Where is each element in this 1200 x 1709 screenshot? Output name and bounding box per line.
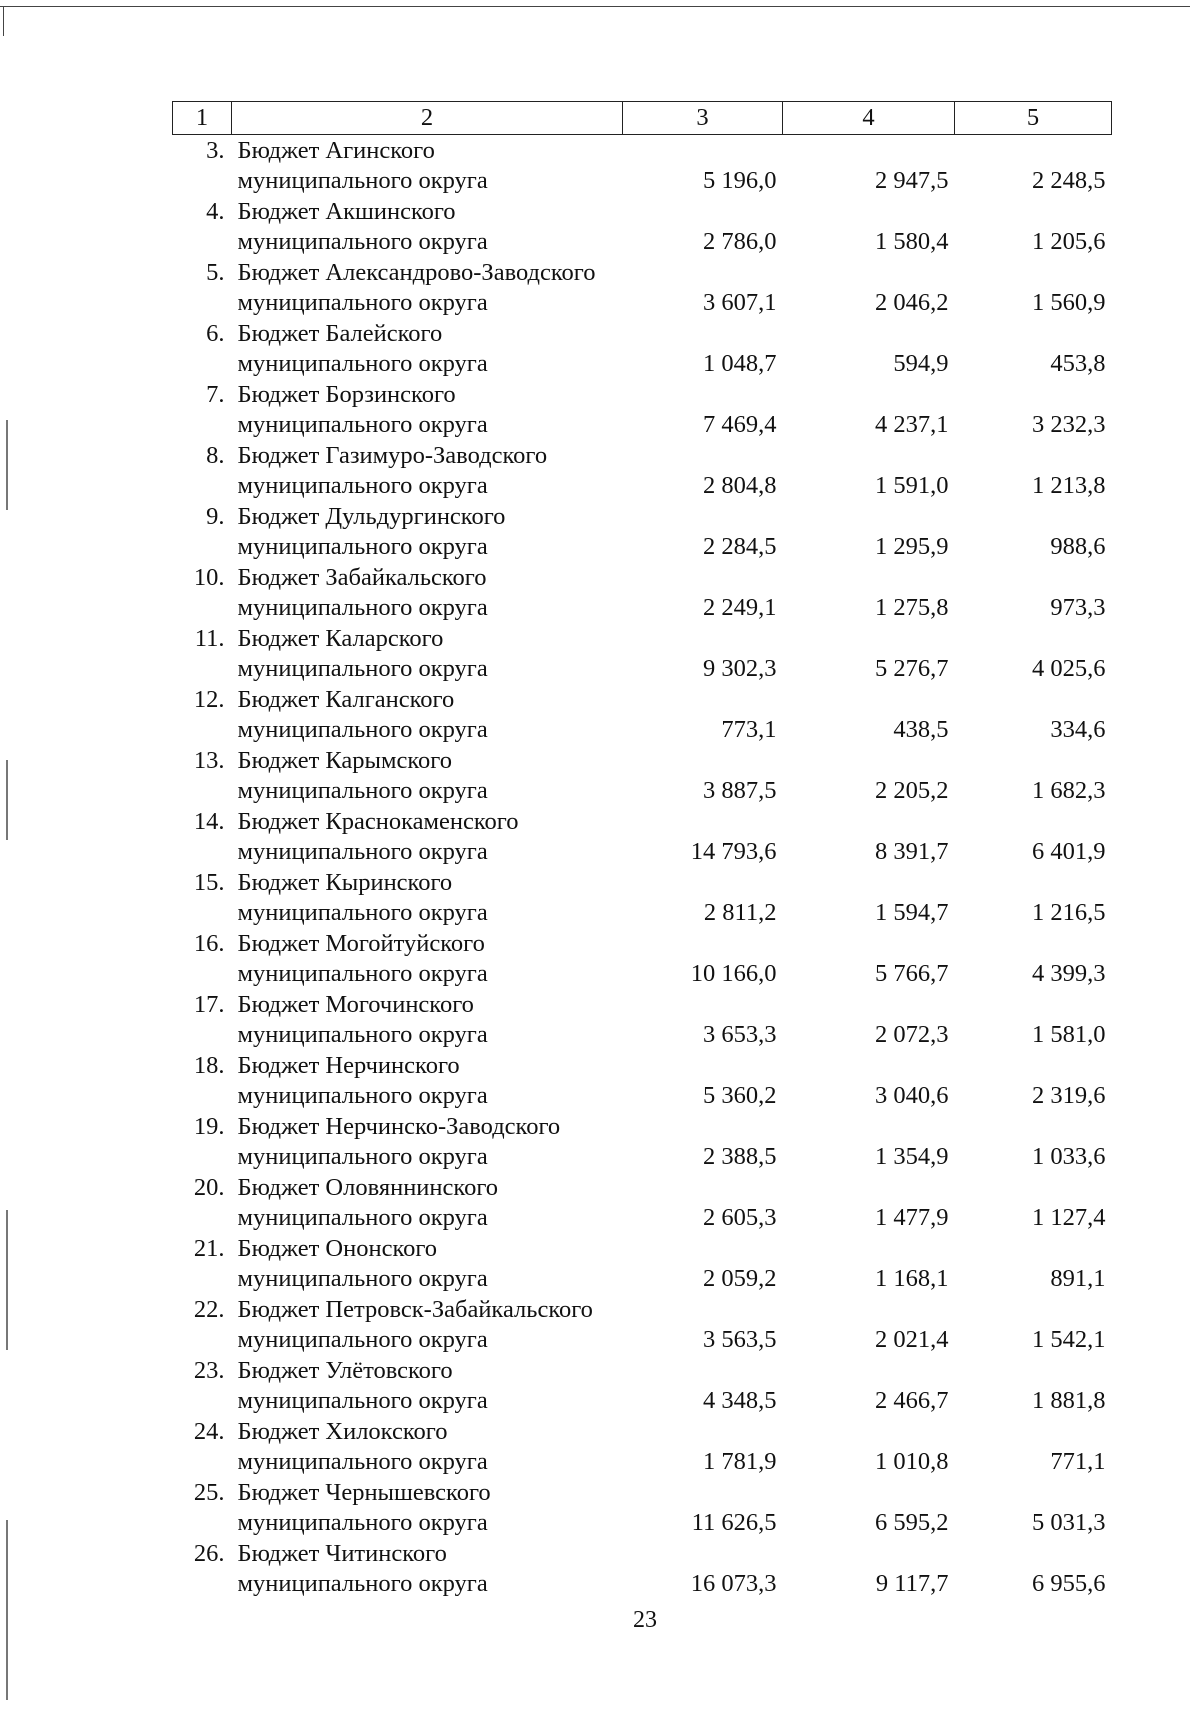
- budget-name-cont: муниципального округа: [237, 533, 488, 560]
- table-row: [173, 1050, 1112, 1081]
- value-col-3: 2 804,8: [703, 472, 777, 499]
- table-row-values: [173, 288, 1112, 319]
- budget-name: Бюджет Нерчинско-Заводского: [237, 1112, 561, 1140]
- row-number: 23.: [193, 1356, 225, 1384]
- value-col-5: 973,3: [1050, 594, 1106, 621]
- budget-name: Бюджет Калганского: [237, 685, 455, 713]
- value-col-4: 1 168,1: [875, 1265, 949, 1292]
- table-header: [173, 102, 1112, 135]
- budget-name: Бюджет Балейского: [237, 319, 443, 347]
- value-col-4: 2 072,3: [875, 1021, 949, 1048]
- row-number: 20.: [193, 1173, 225, 1201]
- value-col-4: 9 117,7: [875, 1570, 949, 1597]
- value-col-4: 1 594,7: [875, 899, 949, 926]
- table-row: [173, 1355, 1112, 1386]
- value-col-4: 1 295,9: [875, 533, 949, 560]
- budget-name-cont: муниципального округа: [237, 1204, 488, 1231]
- value-col-4: 2 046,2: [875, 289, 949, 316]
- row-number: 19.: [193, 1112, 225, 1140]
- value-col-3: 2 388,5: [703, 1143, 777, 1170]
- value-col-3: 4 348,5: [703, 1387, 777, 1414]
- budget-name: Бюджет Нерчинского: [237, 1051, 460, 1079]
- value-col-3: 1 048,7: [703, 350, 777, 377]
- value-col-5: 1 213,8: [1032, 472, 1106, 499]
- scan-border-top: [0, 6, 1190, 7]
- value-col-4: 1 580,4: [875, 228, 949, 255]
- scan-mark: [6, 420, 8, 510]
- table-row: [173, 501, 1112, 532]
- value-col-3: 7 469,4: [703, 411, 777, 438]
- row-number: 16.: [193, 929, 225, 957]
- row-number: 21.: [193, 1234, 225, 1262]
- value-col-4: 2 021,4: [875, 1326, 949, 1353]
- table-row-values: [173, 1447, 1112, 1478]
- table-row-values: [173, 1386, 1112, 1417]
- page-number: 23: [633, 1607, 657, 1633]
- table-row-values: [173, 837, 1112, 868]
- budget-name-cont: муниципального округа: [237, 1509, 488, 1536]
- row-number: 26.: [193, 1539, 225, 1567]
- budget-name: Бюджет Борзинского: [237, 380, 456, 408]
- value-col-3: 2 249,1: [703, 594, 777, 621]
- value-col-5: 453,8: [1050, 350, 1106, 377]
- value-col-4: 6 595,2: [875, 1509, 949, 1536]
- row-number: 12.: [193, 685, 225, 713]
- row-number: 22.: [193, 1295, 225, 1323]
- budget-name: Бюджет Могойтуйского: [237, 929, 485, 957]
- value-col-4: 1 354,9: [875, 1143, 949, 1170]
- value-col-3: 5 196,0: [703, 167, 777, 194]
- row-number: 24.: [193, 1417, 225, 1445]
- budget-name-cont: муниципального округа: [237, 228, 488, 255]
- table-row: [173, 562, 1112, 593]
- document-page: [172, 101, 1111, 1599]
- value-col-4: 1 591,0: [875, 472, 949, 499]
- value-col-5: 334,6: [1050, 716, 1106, 743]
- row-number: 7.: [206, 380, 225, 408]
- value-col-4: 5 766,7: [875, 960, 949, 987]
- value-col-3: 1 781,9: [703, 1448, 777, 1475]
- table-row: [173, 1538, 1112, 1569]
- budget-name-cont: муниципального округа: [237, 1021, 488, 1048]
- budget-name-cont: муниципального округа: [237, 472, 488, 499]
- value-col-3: 16 073,3: [690, 1570, 777, 1597]
- budget-name-cont: муниципального округа: [237, 655, 488, 682]
- table-row-values: [173, 1569, 1112, 1600]
- budget-name: Бюджет Забайкальского: [237, 563, 487, 591]
- value-col-3: 2 059,2: [703, 1265, 777, 1292]
- value-col-3: 9 302,3: [703, 655, 777, 682]
- budget-name: Бюджет Александрово-Заводского: [237, 258, 596, 286]
- value-col-4: 438,5: [893, 716, 949, 743]
- value-col-5: 6 955,6: [1032, 1570, 1106, 1597]
- table-row: [173, 989, 1112, 1020]
- table-row-values: [173, 166, 1112, 197]
- budget-name-cont: муниципального округа: [237, 960, 488, 987]
- header-cell-1: 1: [173, 102, 232, 135]
- row-number: 3.: [206, 136, 225, 164]
- table-row: [173, 1477, 1112, 1508]
- value-col-5: 6 401,9: [1032, 838, 1106, 865]
- budget-name: Бюджет Каларского: [237, 624, 444, 652]
- scan-mark: [6, 1210, 8, 1350]
- value-col-4: 3 040,6: [875, 1082, 949, 1109]
- budget-name: Бюджет Карымского: [237, 746, 452, 774]
- value-col-3: 2 605,3: [703, 1204, 777, 1231]
- table-row-values: [173, 1508, 1112, 1539]
- value-col-4: 5 276,7: [875, 655, 949, 682]
- budget-name-cont: муниципального округа: [237, 899, 488, 926]
- table-row-values: [173, 776, 1112, 807]
- row-number: 18.: [193, 1051, 225, 1079]
- value-col-3: 773,1: [721, 716, 777, 743]
- value-col-3: 14 793,6: [690, 838, 777, 865]
- value-col-5: 2 248,5: [1032, 167, 1106, 194]
- table-row: [173, 440, 1112, 471]
- table-body: [173, 135, 1112, 1600]
- value-col-4: 2 947,5: [875, 167, 949, 194]
- value-col-3: 3 653,3: [703, 1021, 777, 1048]
- table-row-values: [173, 715, 1112, 746]
- budget-name-cont: муниципального округа: [237, 777, 488, 804]
- value-col-5: 1 127,4: [1032, 1204, 1106, 1231]
- budget-name: Бюджет Хилокского: [237, 1417, 448, 1445]
- budget-name-cont: муниципального округа: [237, 716, 488, 743]
- table-row: [173, 257, 1112, 288]
- budget-table: [172, 101, 1112, 1599]
- budget-name-cont: муниципального округа: [237, 594, 488, 621]
- row-number: 9.: [206, 502, 225, 530]
- table-row-values: [173, 227, 1112, 258]
- value-col-5: 1 560,9: [1032, 289, 1106, 316]
- value-col-5: 1 216,5: [1032, 899, 1106, 926]
- row-number: 5.: [206, 258, 225, 286]
- budget-name-cont: муниципального округа: [237, 1326, 488, 1353]
- budget-name: Бюджет Могочинского: [237, 990, 474, 1018]
- table-row-values: [173, 1020, 1112, 1051]
- value-col-5: 4 399,3: [1032, 960, 1106, 987]
- table-row-values: [173, 1081, 1112, 1112]
- row-number: 14.: [193, 807, 225, 835]
- row-number: 13.: [193, 746, 225, 774]
- value-col-3: 2 284,5: [703, 533, 777, 560]
- budget-name: Бюджет Чернышевского: [237, 1478, 491, 1506]
- row-number: 17.: [193, 990, 225, 1018]
- budget-name: Бюджет Дульдургинского: [237, 502, 506, 530]
- table-row-values: [173, 349, 1112, 380]
- table-row: [173, 745, 1112, 776]
- table-row-values: [173, 898, 1112, 929]
- budget-name-cont: муниципального округа: [237, 1387, 488, 1414]
- table-row-values: [173, 532, 1112, 563]
- budget-name: Бюджет Газимуро-Заводского: [237, 441, 548, 469]
- value-col-4: 1 477,9: [875, 1204, 949, 1231]
- value-col-4: 4 237,1: [875, 411, 949, 438]
- value-col-5: 4 025,6: [1032, 655, 1106, 682]
- table-row: [173, 196, 1112, 227]
- budget-name: Бюджет Оловяннинского: [237, 1173, 499, 1201]
- value-col-3: 5 360,2: [703, 1082, 777, 1109]
- table-row: [173, 318, 1112, 349]
- row-number: 15.: [193, 868, 225, 896]
- value-col-5: 1 205,6: [1032, 228, 1106, 255]
- value-col-5: 5 031,3: [1032, 1509, 1106, 1536]
- table-row: [173, 1111, 1112, 1142]
- row-number: 6.: [206, 319, 225, 347]
- value-col-5: 891,1: [1050, 1265, 1106, 1292]
- value-col-4: 8 391,7: [875, 838, 949, 865]
- budget-name-cont: муниципального округа: [237, 167, 488, 194]
- value-col-5: 1 033,6: [1032, 1143, 1106, 1170]
- budget-name-cont: муниципального округа: [237, 350, 488, 377]
- table-row-values: [173, 1325, 1112, 1356]
- row-number: 11.: [194, 624, 225, 652]
- budget-name-cont: муниципального округа: [237, 838, 488, 865]
- header-cell-5: 5: [955, 102, 1112, 135]
- scan-border-left: [3, 6, 4, 36]
- value-col-4: 2 466,7: [875, 1387, 949, 1414]
- scan-mark: [6, 760, 8, 840]
- value-col-5: 2 319,6: [1032, 1082, 1106, 1109]
- budget-name-cont: муниципального округа: [237, 1143, 488, 1170]
- value-col-4: 594,9: [893, 350, 949, 377]
- row-number: 4.: [206, 197, 225, 225]
- value-col-5: 771,1: [1050, 1448, 1106, 1475]
- budget-name-cont: муниципального округа: [237, 411, 488, 438]
- value-col-3: 2 786,0: [703, 228, 777, 255]
- table-row: [173, 806, 1112, 837]
- table-row: [173, 1294, 1112, 1325]
- table-row-values: [173, 1264, 1112, 1295]
- table-row: [173, 867, 1112, 898]
- budget-name-cont: муниципального округа: [237, 1448, 488, 1475]
- value-col-3: 3 887,5: [703, 777, 777, 804]
- budget-name: Бюджет Улётовского: [237, 1356, 453, 1384]
- budget-name: Бюджет Петровск-Забайкальского: [237, 1295, 593, 1323]
- table-row: [173, 1172, 1112, 1203]
- value-col-3: 2 811,2: [703, 899, 777, 926]
- header-cell-3: 3: [623, 102, 783, 135]
- value-col-3: 3 607,1: [703, 289, 777, 316]
- budget-name-cont: муниципального округа: [237, 1082, 488, 1109]
- value-col-3: 3 563,5: [703, 1326, 777, 1353]
- table-row: [173, 623, 1112, 654]
- budget-name: Бюджет Акшинского: [237, 197, 456, 225]
- budget-name: Бюджет Агинского: [237, 136, 435, 164]
- budget-name: Бюджет Ононского: [237, 1234, 438, 1262]
- value-col-4: 1 010,8: [875, 1448, 949, 1475]
- budget-name: Бюджет Краснокаменского: [237, 807, 519, 835]
- table-row: [173, 135, 1112, 166]
- budget-name: Бюджет Читинского: [237, 1539, 447, 1567]
- value-col-5: 3 232,3: [1032, 411, 1106, 438]
- table-row-values: [173, 593, 1112, 624]
- table-row-values: [173, 654, 1112, 685]
- row-number: 25.: [193, 1478, 225, 1506]
- table-row: [173, 1416, 1112, 1447]
- row-number: 10.: [193, 563, 225, 591]
- table-row-values: [173, 959, 1112, 990]
- value-col-5: 1 581,0: [1032, 1021, 1106, 1048]
- value-col-5: 988,6: [1050, 533, 1106, 560]
- value-col-4: 1 275,8: [875, 594, 949, 621]
- table-row: [173, 684, 1112, 715]
- value-col-5: 1 682,3: [1032, 777, 1106, 804]
- table-row-values: [173, 1203, 1112, 1234]
- budget-name-cont: муниципального округа: [237, 1570, 488, 1597]
- row-number: 8.: [206, 441, 225, 469]
- value-col-5: 1 881,8: [1032, 1387, 1106, 1414]
- table-row: [173, 1233, 1112, 1264]
- header-cell-4: 4: [783, 102, 955, 135]
- budget-name: Бюджет Кыринского: [237, 868, 453, 896]
- table-row: [173, 928, 1112, 959]
- budget-name-cont: муниципального округа: [237, 289, 488, 316]
- table-row: [173, 379, 1112, 410]
- value-col-4: 2 205,2: [875, 777, 949, 804]
- header-cell-2: 2: [232, 102, 623, 135]
- value-col-3: 10 166,0: [690, 960, 777, 987]
- value-col-3: 11 626,5: [691, 1509, 777, 1536]
- value-col-5: 1 542,1: [1032, 1326, 1106, 1353]
- budget-name-cont: муниципального округа: [237, 1265, 488, 1292]
- table-row-values: [173, 1142, 1112, 1173]
- table-row-values: [173, 410, 1112, 441]
- table-row-values: [173, 471, 1112, 502]
